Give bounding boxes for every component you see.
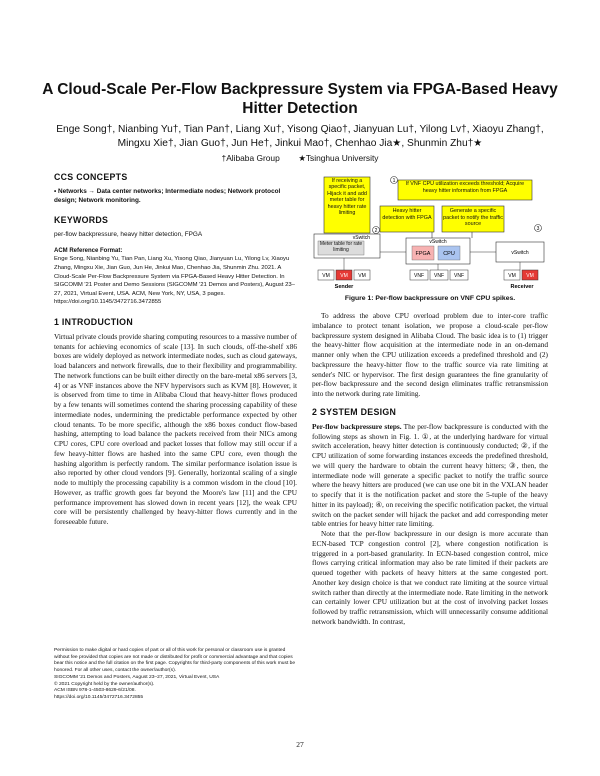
- fig-cpu-label: CPU: [443, 251, 455, 257]
- figure-caption: Figure 1: Per-flow backpressure on VNF CPU spikes.: [344, 295, 516, 302]
- system-paragraph-1-text: The per-flow backpressure is conducted with the following steps as shown in Fig. 1. ①, at the underlying hardware for virtual switch acceleration, heavy hitter detection is continuously conducted; ②, if the CPU utilization of some forwarding instances exceeds the predefined threshold, we will query the hardware to obtain the current heavy hitters; ③, then, the intermediate node will generate a specific packet to notify the traffic source where the heavy hitters are produced (we can use one bit in the VXLAN header to specify that it is the notification packet and store the 5-tuple of the heavy hitter in its payload); ④, on receiving the specific notification packet, the virtual switch on the packet sender will hijack the packet and add corresponding meter table entries for heavy hitter rate limiting.: [312, 421, 549, 529]
- system-design-heading: 2 SYSTEM DESIGN: [312, 406, 397, 417]
- intro-paragraph: Virtual private clouds provide sharing computing resources to a massive number of tenants for achieving economics of scale [13]. In such clouds, off-the-shelf x86 boxes are widely deployed as network intermediate nodes, such as cloud gateways, load balancers and network firewalls, due to their flexibility and programmability. The network functions can be built either directly on the bare-metal x86 servers [3, 4] or as VNF instances above the NFV hypervisors such as KVM [8]. However, it is observed from time to time in Alibaba Cloud that heavy-hitter flows produced by a few tenants will sometimes contend the sharing processing capability of these intermediate nodes, undermining the predictable performance expected by other cloud tenants. To be more specific, although the x86 boxes conduct flow-based hashing, attempting to load balance the packets received from their NICs among CPU cores, CPU core overload and packet losses that follow may still occur if a few heavy-hitter flows are hashed into the same CPU core, even though the hashing algorithm is perfectly random. The similar performance isolation issue is also reported by other cloud vendors [9]. Generally, horizontal scaling of a single node to multiply the processing capability is a common wisdom in the cloud [10]. However, as traffic growth goes far beyond the Moore's law [11] and the CPU performance improvement has slowed down in recent years [12], the weak CPU core will be persistently challenged by heavy-hitter flows currently and in the foreseeable future.: [54, 331, 297, 527]
- fig-text-left: If receiving a specific packet, Hijack it and add meter table for heavy hitter rate limiting: [327, 178, 367, 217]
- right-column: [312, 172, 548, 627]
- fig-vnf-3-label: VNF: [454, 273, 464, 279]
- fig-text-mid: Heavy hitter detection with FPGA: [382, 208, 432, 221]
- copyright-footnote: Permission to make digital or hard copies of part or all of this work for personal or classroom use is granted without fee provided that copies are not made or distributed for profit or commercial advantage and that copies bear this notice and the full citation on the first page. Copyrights for third-party components of this work must be honored. For all other uses, contact the owner/author(s). SIGCOMM '21 Demos and Posters, August 23–27, 2021, Virtual Event, USA © 2021 Copyright held by the owner/author(s). ACM ISBN 978-1-4503-8629-6/21/08. https://doi.org/10.1145/3472716.3472855: [54, 648, 296, 700]
- paper-title: A Cloud-Scale Per-Flow Backpressure System via FPGA-Based Heavy Hitter Detection: [42, 81, 558, 117]
- ccs-text: • Networks → Data center networks; Intermediate nodes; Network protocol design; Network monitoring.: [54, 188, 281, 205]
- author-list: Enge Song†, Nianbing Yu†, Tian Pan†, Liang Xu†, Yisong Qiao†, Jianyuan Lu†, Yilong Lv†, Xiaoyu Zhang†, Mingxu Xie†, Jian Guo†, Jun He†, Jinkui Mao†, Chenhao Jia★, Shunmin Zhu†★: [56, 124, 544, 149]
- acm-reference-text: Enge Song, Nianbing Yu, Tian Pan, Liang Xu, Yisong Qiao, Jianyuan Lu, Yilong Lv, Xiaoyu Zhang, Mingxu Xie, Jian Guo, Jun He, Jinkui Mao, Chenhao Jia, Shunmin Zhu. 2021. A Cloud-Scale Per-Flow Backpressure System via FPGA-Based Heavy Hitter Detection. In SIGCOMM '21 Poster and Demo Sessions (SIGCOMM '21 Demos and Posters), August 23–27, 2021, Virtual Event, USA. ACM, New York, NY, USA, 3 pages. https://doi.org/10.1145/3472716.3472855: [54, 256, 295, 306]
- fig-recv-vm-2-label: VM: [526, 273, 534, 279]
- fig-sender-vm-1-label: VM: [322, 273, 330, 279]
- fig-receiver-label: Receiver: [510, 284, 534, 290]
- intro-heading: 1 INTRODUCTION: [54, 316, 133, 327]
- figure-1: [312, 172, 548, 292]
- right-intro-body: [312, 311, 548, 399]
- system-paragraph-2: Note that the per-flow backpressure in our design is more accurate than ECN-based TCP congestion control [2], where congestion notification is triggered in a port-based granularity. In ECN-based congestion control, mice flows carrying critical information may also be rate limited if their packets are queued together with packets of heavy hitters at the same congested port. Another key design choice is that we conduct rate limiting at the source virtual switch rather than directly at the intermediate node. Rate limiting in the network can certainly lower CPU utilization but at the cost of involving packet losses followed by traffic retransmission, which will unnecessarily consume additional network bandwidth. In contrast,: [312, 529, 548, 626]
- left-column: [54, 172, 297, 527]
- intro-body: [54, 332, 297, 527]
- keywords-heading: KEYWORDS: [54, 215, 109, 226]
- fig-text-top: If VNF CPU utilization exceeds threshold; Acquire heavy hitter information from FPGA: [405, 181, 525, 194]
- fig-sender-label: Sender: [334, 284, 354, 290]
- fig-vnf-1-label: VNF: [414, 273, 424, 279]
- fig-step-1-label: 1: [392, 178, 396, 184]
- page-number: 27: [296, 740, 304, 749]
- keywords-text: per-flow backpressure, heavy hitter detection, FPGA: [54, 231, 203, 239]
- system-design-body: [312, 422, 548, 627]
- affiliations: †Alibaba Group ★Tsinghua University: [221, 153, 379, 163]
- figure-1-diagram: [312, 172, 548, 292]
- fig-text-right: Generate a specific packet to notify the traffic source: [443, 208, 503, 228]
- acm-reference-label: ACM Reference Format:: [54, 248, 123, 255]
- fig-fpga-label: FPGA: [415, 251, 431, 257]
- fig-recv-vm-1-label: VM: [508, 273, 516, 279]
- right-intro-paragraph: To address the above CPU overload problem due to inter-core traffic imbalance to protect tenant isolation, we propose a cloud-scale per-flow backpressure system designed in Alibaba Cloud. The basic idea is to (1) trigger the heavy-hitter flow acquisition at the intermediate node in an on-demand manner only when the CPU utilization exceeds a predefined threshold and (2) backpressure the heavy-hitter flow to the traffic source via rate limiting at sender's NIC or hypervisor. The first design guarantees the fine granularity of per-flow backpressure and the second design eliminates traffic retransmission into the network during rate limiting.: [312, 311, 548, 398]
- system-lead: Per-flow backpressure steps.: [312, 421, 402, 431]
- fig-sender-vm-2-label: VM: [340, 273, 348, 279]
- system-paragraph-1: [312, 422, 548, 529]
- fig-mid-vswitch-label: vSwitch: [429, 239, 447, 245]
- fig-sender-vm-3-label: VM: [358, 273, 366, 279]
- fig-step-2-label: 2: [374, 228, 378, 234]
- fig-meter-label: Meter table for rate limiting: [319, 241, 363, 253]
- ccs-heading: CCS CONCEPTS: [54, 172, 128, 182]
- fig-sender-vswitch-label: vSwitch: [352, 235, 370, 241]
- fig-step-3-label: 3: [536, 226, 540, 232]
- fig-vnf-2-label: VNF: [434, 273, 444, 279]
- fig-recv-vswitch-label: vSwitch: [511, 250, 529, 256]
